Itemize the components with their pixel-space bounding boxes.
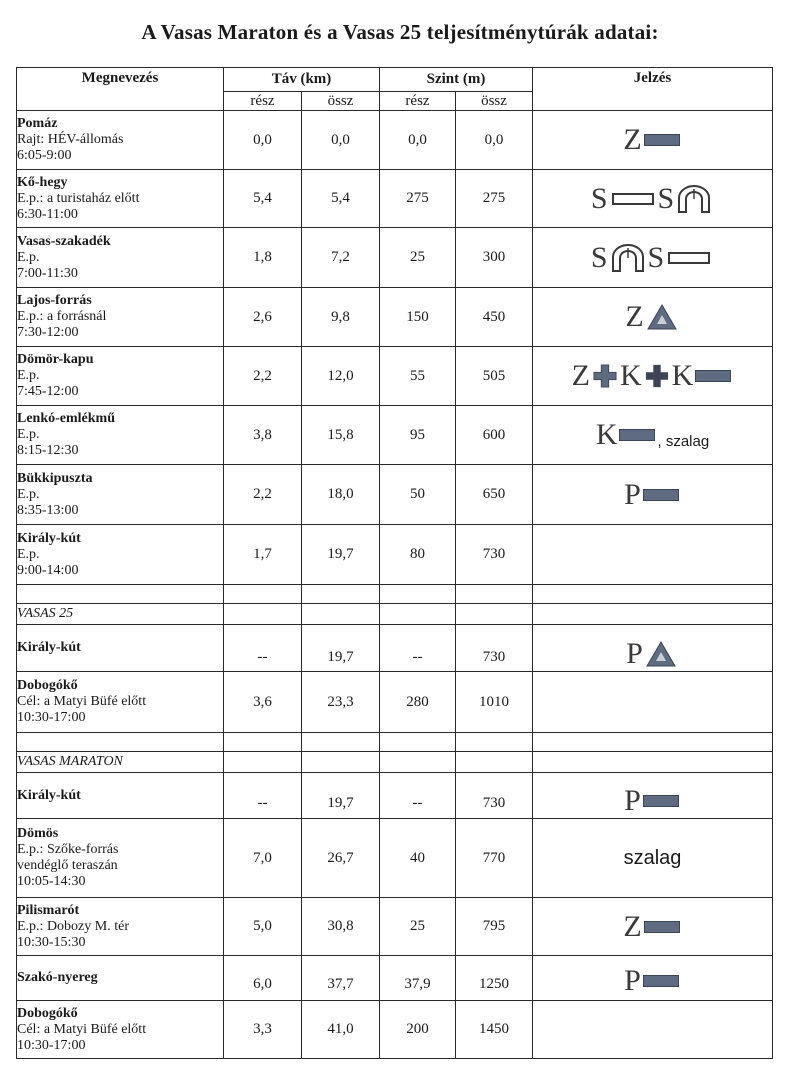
mark-letter: K — [619, 359, 642, 392]
station-time: 10:30-17:00 — [17, 710, 86, 725]
station-note: Cél: a Matyi Büfé előtt — [17, 1021, 147, 1037]
cross-icon — [593, 364, 617, 388]
distance-part: 3,8 — [224, 406, 302, 465]
distance-part: 1,8 — [224, 228, 302, 288]
elevation-part: -- — [380, 625, 456, 672]
blue-bar-icon — [643, 975, 679, 987]
distance-total: 18,0 — [302, 465, 380, 525]
distance-part: 6,0 — [224, 956, 302, 1001]
mark-letter: K — [595, 418, 618, 451]
station-name: Király-kút — [17, 530, 81, 546]
section-row — [17, 752, 773, 773]
station-note: E.p. — [17, 486, 40, 502]
elevation-total: 730 — [456, 773, 533, 819]
elevation-part: 40 — [380, 819, 456, 898]
distance-part: 2,6 — [224, 288, 302, 347]
station-name: Pilismarót — [17, 902, 80, 918]
station-note: E.p.: Dobozy M. tér — [17, 918, 129, 934]
table-row — [17, 956, 773, 1001]
mark-letter: S — [590, 240, 608, 274]
mark-letter: P — [624, 783, 641, 817]
table-row — [17, 170, 773, 228]
station-note: E.p.: a forrásnál — [17, 309, 107, 324]
mark-letter: S — [657, 181, 675, 215]
elevation-part: 80 — [380, 525, 456, 585]
distance-total: 19,7 — [302, 773, 380, 819]
subheader-elevation-part: rész — [380, 92, 456, 111]
elevation-part: 25 — [380, 228, 456, 288]
subheader-distance-total: össz — [302, 92, 380, 111]
station-name: Király-kút — [17, 640, 81, 655]
mark-letter: S — [647, 240, 665, 274]
station-time: 6:05-9:00 — [17, 148, 72, 163]
distance-part: -- — [224, 625, 302, 672]
station-time: 10:05-14:30 — [17, 874, 86, 889]
station-note: E.p. — [17, 368, 40, 383]
elevation-total: 730 — [456, 625, 533, 672]
distance-part: 5,0 — [224, 898, 302, 956]
table-row — [17, 228, 773, 288]
mark-letter: Z — [625, 300, 644, 333]
elevation-total: 650 — [456, 465, 533, 525]
distance-part: 5,4 — [224, 170, 302, 228]
distance-part: 3,6 — [224, 672, 302, 733]
station-name: Szakó-nyereg — [17, 970, 98, 985]
spacer-row — [17, 585, 773, 604]
subheader-elevation-total: össz — [456, 92, 533, 111]
trail-marking — [533, 1001, 773, 1059]
ribbon-label: , szalag — [657, 433, 710, 450]
elevation-total: 1010 — [456, 672, 533, 733]
trail-marking — [533, 956, 773, 1001]
trail-marking — [533, 819, 773, 898]
header-name: Megnevezés — [17, 68, 224, 111]
elevation-part: 50 — [380, 465, 456, 525]
mark-letter: P — [626, 637, 643, 670]
elevation-part: 55 — [380, 347, 456, 406]
station-name: Lenkó-emlékmű — [17, 411, 115, 426]
station-time: 7:00-11:30 — [17, 265, 78, 281]
station-time: 7:45-12:00 — [17, 384, 79, 399]
trail-marking — [533, 347, 773, 406]
triangle-icon — [646, 641, 676, 667]
table-row — [17, 525, 773, 585]
elevation-total: 730 — [456, 525, 533, 585]
distance-part: 3,3 — [224, 1001, 302, 1059]
mark-letter: Z — [571, 359, 590, 392]
trail-marking — [533, 773, 773, 819]
spacer-row — [17, 733, 773, 752]
elevation-total: 795 — [456, 898, 533, 956]
station-note: Cél: a Matyi Büfé előtt — [17, 694, 147, 709]
table-row — [17, 898, 773, 956]
distance-total: 19,7 — [302, 525, 380, 585]
station-name: Dömör-kapu — [17, 352, 94, 367]
station-note: E.p.: a turistaház előtt — [17, 190, 140, 206]
elevation-part: 25 — [380, 898, 456, 956]
distance-total: 37,7 — [302, 956, 380, 1001]
distance-total: 41,0 — [302, 1001, 380, 1059]
trail-marking — [533, 170, 773, 228]
mark-letter: Z — [623, 909, 642, 943]
distance-total: 5,4 — [302, 170, 380, 228]
distance-total: 9,8 — [302, 288, 380, 347]
table-row — [17, 672, 773, 733]
section-label-vasas-maraton: VASAS MARATON — [17, 752, 224, 773]
subheader-distance-part: rész — [224, 92, 302, 111]
table-row — [17, 288, 773, 347]
white-bar-icon — [612, 193, 654, 205]
station-note: E.p.: Szőke-forrás — [17, 842, 119, 857]
header-distance: Táv (km) — [224, 68, 380, 92]
blue-bar-icon — [619, 429, 655, 441]
station-time: 10:30-17:00 — [17, 1037, 86, 1053]
section-row — [17, 604, 773, 625]
table-row — [17, 465, 773, 525]
station-time: 8:35-13:00 — [17, 502, 79, 518]
distance-part: 2,2 — [224, 465, 302, 525]
distance-total: 15,8 — [302, 406, 380, 465]
elevation-total: 0,0 — [456, 111, 533, 170]
distance-part: -- — [224, 773, 302, 819]
elevation-part: 280 — [380, 672, 456, 733]
arch-icon — [677, 185, 711, 213]
elevation-part: -- — [380, 773, 456, 819]
elevation-part: 37,9 — [380, 956, 456, 1001]
elevation-part: 200 — [380, 1001, 456, 1059]
table-row — [17, 347, 773, 406]
elevation-part: 95 — [380, 406, 456, 465]
trail-marking — [533, 406, 773, 465]
table-row — [17, 819, 773, 898]
trail-marking — [533, 625, 773, 672]
station-name: Kő-hegy — [17, 174, 68, 190]
distance-part: 2,2 — [224, 347, 302, 406]
station-time: 7:30-12:00 — [17, 325, 79, 340]
station-time: 8:15-12:30 — [17, 443, 79, 458]
table-row — [17, 111, 773, 170]
station-name: Bükkipuszta — [17, 470, 93, 486]
distance-part: 7,0 — [224, 819, 302, 898]
elevation-total: 770 — [456, 819, 533, 898]
distance-part: 0,0 — [224, 111, 302, 170]
elevation-total: 275 — [456, 170, 533, 228]
station-note: E.p. — [17, 249, 40, 265]
blue-bar-icon — [643, 795, 679, 807]
arch-icon — [611, 244, 645, 272]
station-name: Dömös — [17, 826, 59, 841]
station-time: 10:30-15:30 — [17, 934, 86, 950]
station-name: Pomáz — [17, 116, 58, 131]
elevation-total: 505 — [456, 347, 533, 406]
station-name: Király-kút — [17, 787, 81, 803]
station-time: 9:00-14:00 — [17, 562, 79, 578]
distance-total: 23,3 — [302, 672, 380, 733]
distance-total: 30,8 — [302, 898, 380, 956]
elevation-part: 275 — [380, 170, 456, 228]
trail-marking — [533, 525, 773, 585]
mark-letter: P — [624, 964, 641, 997]
elevation-total: 300 — [456, 228, 533, 288]
distance-total: 7,2 — [302, 228, 380, 288]
trail-marking — [533, 465, 773, 525]
station-note: E.p. — [17, 427, 40, 442]
table-row — [17, 406, 773, 465]
white-bar-icon — [668, 252, 710, 264]
elevation-total: 450 — [456, 288, 533, 347]
station-note: E.p. — [17, 546, 40, 562]
header-elevation: Szint (m) — [380, 68, 533, 92]
station-name: Dobogókő — [17, 678, 78, 693]
table-row — [17, 1001, 773, 1059]
distance-total: 19,7 — [302, 625, 380, 672]
ribbon-label: szalag — [623, 846, 682, 869]
trail-marking — [533, 898, 773, 956]
elevation-part: 150 — [380, 288, 456, 347]
station-name: Dobogókő — [17, 1005, 78, 1021]
table-row — [17, 625, 773, 672]
station-note: vendéglő teraszán — [17, 858, 118, 873]
station-name: Vasas-szakadék — [17, 233, 111, 249]
elevation-total: 1450 — [456, 1001, 533, 1059]
distance-total: 26,7 — [302, 819, 380, 898]
section-label-vasas-25: VASAS 25 — [17, 604, 224, 625]
distance-part: 1,7 — [224, 525, 302, 585]
elevation-total: 600 — [456, 406, 533, 465]
station-name: Lajos-forrás — [17, 293, 92, 308]
trail-marking — [533, 111, 773, 170]
elevation-part: 0,0 — [380, 111, 456, 170]
page-title: A Vasas Maraton és a Vasas 25 teljesítménytúrák adatai: — [141, 20, 659, 44]
table-row — [17, 773, 773, 819]
mark-letter: S — [590, 181, 608, 215]
blue-bar-icon — [643, 489, 679, 501]
mark-letter: Z — [623, 123, 642, 156]
mark-letter: P — [624, 477, 641, 511]
trail-marking — [533, 288, 773, 347]
trail-marking — [533, 672, 773, 733]
mark-letter: K — [671, 359, 694, 392]
distance-total: 12,0 — [302, 347, 380, 406]
triangle-icon — [647, 304, 677, 330]
blue-bar-icon — [644, 921, 680, 933]
station-time: 6:30-11:00 — [17, 206, 78, 222]
distance-total: 0,0 — [302, 111, 380, 170]
cross-icon — [645, 364, 669, 388]
blue-bar-icon — [644, 134, 680, 146]
header-marking: Jelzés — [533, 68, 773, 111]
trail-marking — [533, 228, 773, 288]
station-note: Rajt: HÉV-állomás — [17, 132, 124, 147]
blue-bar-icon — [695, 370, 731, 382]
elevation-total: 1250 — [456, 956, 533, 1001]
tour-data-table — [16, 67, 773, 1059]
